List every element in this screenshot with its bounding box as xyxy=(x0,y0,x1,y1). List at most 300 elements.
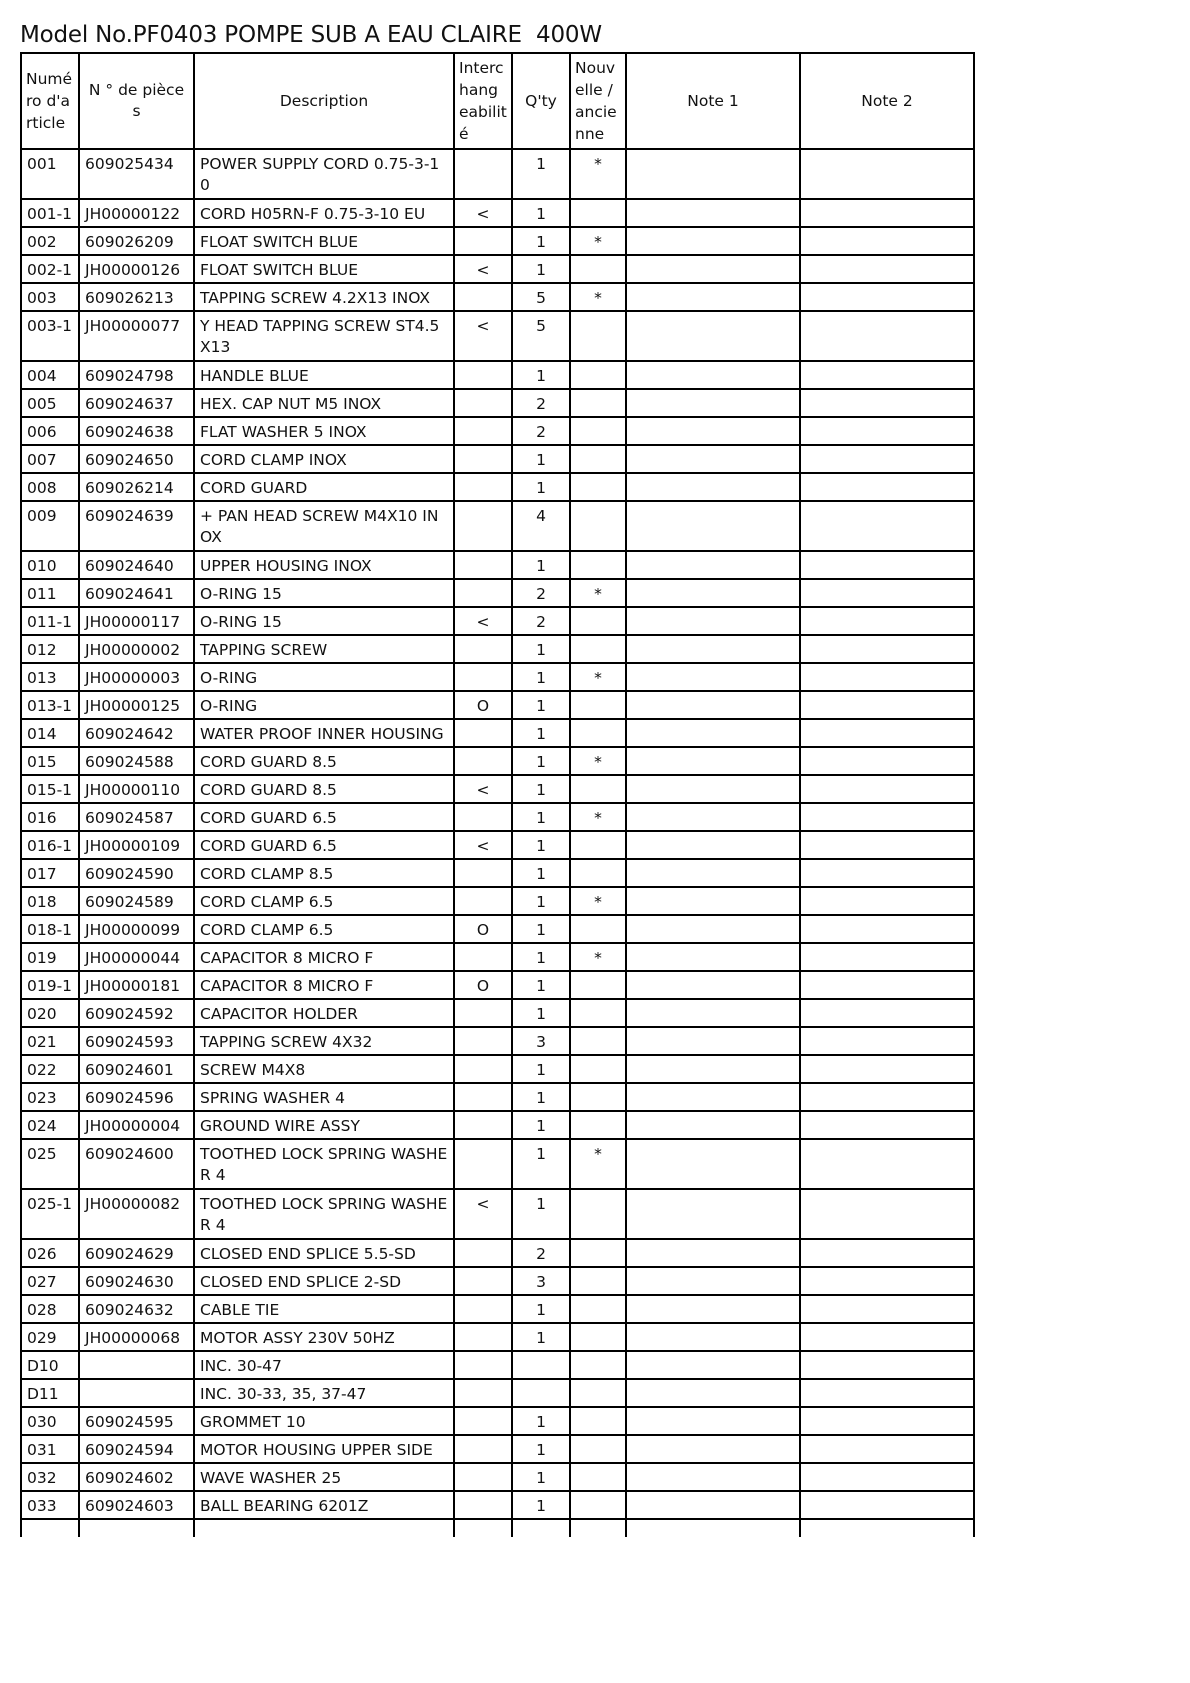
cell-description: GROMMET 10 xyxy=(194,1407,454,1435)
cell-empty xyxy=(570,1519,626,1537)
cell-item-number: 001-1 xyxy=(21,199,79,227)
cell-interchangeability xyxy=(454,417,512,445)
cell-part-number: 609024629 xyxy=(79,1239,194,1267)
cell-note-1 xyxy=(626,255,800,283)
cell-part-number: 609024630 xyxy=(79,1267,194,1295)
cell-new-old: * xyxy=(570,887,626,915)
cell-note-2 xyxy=(800,1267,974,1295)
cell-part-number: 609024596 xyxy=(79,1083,194,1111)
cell-note-2 xyxy=(800,943,974,971)
cell-note-2 xyxy=(800,1435,974,1463)
cell-item-number: 015 xyxy=(21,747,79,775)
cell-item-number: 006 xyxy=(21,417,79,445)
cell-interchangeability xyxy=(454,1323,512,1351)
cell-description: CORD GUARD 8.5 xyxy=(194,747,454,775)
table-row xyxy=(21,1267,974,1295)
cell-new-old xyxy=(570,199,626,227)
cell-interchangeability xyxy=(454,803,512,831)
cell-interchangeability: < xyxy=(454,255,512,283)
cell-note-1 xyxy=(626,1083,800,1111)
cell-quantity: 1 xyxy=(512,1435,570,1463)
cell-interchangeability xyxy=(454,149,512,199)
cell-note-1 xyxy=(626,1407,800,1435)
cell-new-old xyxy=(570,1083,626,1111)
cell-description: UPPER HOUSING INOX xyxy=(194,551,454,579)
cell-part-number: JH00000044 xyxy=(79,943,194,971)
cell-part-number: 609024590 xyxy=(79,859,194,887)
header-part-number: N ° de pièces xyxy=(79,53,194,149)
cell-quantity: 1 xyxy=(512,1491,570,1519)
cell-quantity: 2 xyxy=(512,389,570,417)
cell-new-old: * xyxy=(570,1139,626,1189)
cell-interchangeability xyxy=(454,1055,512,1083)
cell-note-1 xyxy=(626,1055,800,1083)
cell-interchangeability xyxy=(454,1139,512,1189)
cell-part-number: JH00000004 xyxy=(79,1111,194,1139)
header-interchangeability: Interchangeabilité xyxy=(454,53,512,149)
cell-note-1 xyxy=(626,831,800,859)
cell-part-number: 609024601 xyxy=(79,1055,194,1083)
cell-new-old: * xyxy=(570,943,626,971)
table-row xyxy=(21,887,974,915)
cell-note-2 xyxy=(800,635,974,663)
cell-new-old xyxy=(570,1027,626,1055)
cell-part-number: 609024602 xyxy=(79,1463,194,1491)
cell-item-number: 019-1 xyxy=(21,971,79,999)
cell-note-2 xyxy=(800,1295,974,1323)
cell-item-number: 030 xyxy=(21,1407,79,1435)
cell-interchangeability xyxy=(454,859,512,887)
cell-item-number: 002-1 xyxy=(21,255,79,283)
cell-empty xyxy=(79,1519,194,1537)
cell-quantity: 5 xyxy=(512,311,570,361)
cell-note-1 xyxy=(626,691,800,719)
cell-note-2 xyxy=(800,417,974,445)
cell-quantity: 1 xyxy=(512,1083,570,1111)
cell-interchangeability xyxy=(454,361,512,389)
table-row xyxy=(21,255,974,283)
table-row xyxy=(21,1027,974,1055)
cell-description: CABLE TIE xyxy=(194,1295,454,1323)
cell-description: FLOAT SWITCH BLUE xyxy=(194,227,454,255)
cell-new-old: * xyxy=(570,747,626,775)
cell-interchangeability xyxy=(454,473,512,501)
cell-note-1 xyxy=(626,1491,800,1519)
cell-part-number: JH00000117 xyxy=(79,607,194,635)
cell-interchangeability xyxy=(454,1083,512,1111)
cell-description: HEX. CAP NUT M5 INOX xyxy=(194,389,454,417)
cell-interchangeability xyxy=(454,389,512,417)
cell-note-2 xyxy=(800,859,974,887)
cell-note-2 xyxy=(800,1491,974,1519)
cell-new-old: * xyxy=(570,803,626,831)
table-row xyxy=(21,551,974,579)
cell-item-number: 009 xyxy=(21,501,79,551)
cell-interchangeability xyxy=(454,551,512,579)
cell-quantity: 1 xyxy=(512,719,570,747)
cell-description: SPRING WASHER 4 xyxy=(194,1083,454,1111)
table-row xyxy=(21,1083,974,1111)
cell-interchangeability xyxy=(454,1295,512,1323)
table-row xyxy=(21,1407,974,1435)
cell-new-old xyxy=(570,255,626,283)
table-row xyxy=(21,199,974,227)
cell-note-2 xyxy=(800,999,974,1027)
cell-part-number: JH00000109 xyxy=(79,831,194,859)
cell-quantity: 1 xyxy=(512,1323,570,1351)
cell-note-2 xyxy=(800,255,974,283)
cell-item-number: 023 xyxy=(21,1083,79,1111)
cell-item-number: 010 xyxy=(21,551,79,579)
cell-item-number: 016-1 xyxy=(21,831,79,859)
cell-new-old xyxy=(570,1463,626,1491)
cell-description: CAPACITOR 8 MICRO F xyxy=(194,971,454,999)
cell-item-number: 003-1 xyxy=(21,311,79,361)
cell-note-1 xyxy=(626,635,800,663)
cell-note-2 xyxy=(800,775,974,803)
cell-note-2 xyxy=(800,227,974,255)
cell-note-2 xyxy=(800,1055,974,1083)
cell-interchangeability: < xyxy=(454,607,512,635)
cell-note-1 xyxy=(626,551,800,579)
cell-part-number: 609024637 xyxy=(79,389,194,417)
cell-note-2 xyxy=(800,691,974,719)
cell-item-number: 027 xyxy=(21,1267,79,1295)
cell-quantity: 4 xyxy=(512,501,570,551)
cell-item-number: 013 xyxy=(21,663,79,691)
cell-new-old xyxy=(570,417,626,445)
cell-item-number: 025 xyxy=(21,1139,79,1189)
cell-new-old xyxy=(570,1435,626,1463)
cell-description: TAPPING SCREW 4X32 xyxy=(194,1027,454,1055)
cell-interchangeability xyxy=(454,887,512,915)
cell-new-old: * xyxy=(570,283,626,311)
cell-note-2 xyxy=(800,1407,974,1435)
cell-new-old xyxy=(570,971,626,999)
cell-note-2 xyxy=(800,199,974,227)
cell-description: GROUND WIRE ASSY xyxy=(194,1111,454,1139)
cell-note-2 xyxy=(800,149,974,199)
cell-interchangeability xyxy=(454,943,512,971)
cell-description: TOOTHED LOCK SPRING WASHER 4 xyxy=(194,1189,454,1239)
cell-description: MOTOR ASSY 230V 50HZ xyxy=(194,1323,454,1351)
cell-part-number xyxy=(79,1351,194,1379)
cell-description: CLOSED END SPLICE 2-SD xyxy=(194,1267,454,1295)
cell-description: O-RING xyxy=(194,691,454,719)
parts-table xyxy=(20,52,975,1537)
cell-description: CORD CLAMP 6.5 xyxy=(194,887,454,915)
cell-description: FLOAT SWITCH BLUE xyxy=(194,255,454,283)
cell-note-2 xyxy=(800,361,974,389)
table-row xyxy=(21,1189,974,1239)
cell-quantity xyxy=(512,1351,570,1379)
cell-quantity: 3 xyxy=(512,1027,570,1055)
table-row xyxy=(21,943,974,971)
cell-interchangeability: < xyxy=(454,831,512,859)
cell-note-1 xyxy=(626,473,800,501)
cell-item-number: 018-1 xyxy=(21,915,79,943)
cell-quantity: 1 xyxy=(512,971,570,999)
cell-description: CORD CLAMP INOX xyxy=(194,445,454,473)
cell-part-number: JH00000110 xyxy=(79,775,194,803)
cell-part-number: 609024592 xyxy=(79,999,194,1027)
cell-empty xyxy=(512,1519,570,1537)
cell-note-1 xyxy=(626,199,800,227)
cell-part-number: 609024588 xyxy=(79,747,194,775)
cell-part-number: 609026214 xyxy=(79,473,194,501)
table-row xyxy=(21,1139,974,1189)
cell-item-number: 022 xyxy=(21,1055,79,1083)
cell-description: Y HEAD TAPPING SCREW ST4.5X13 xyxy=(194,311,454,361)
header-new-old: Nouvelle / ancienne xyxy=(570,53,626,149)
cell-interchangeability xyxy=(454,1239,512,1267)
table-row xyxy=(21,1295,974,1323)
cell-note-1 xyxy=(626,1435,800,1463)
cell-part-number: JH00000126 xyxy=(79,255,194,283)
cell-quantity: 1 xyxy=(512,831,570,859)
cell-quantity: 1 xyxy=(512,149,570,199)
table-row xyxy=(21,859,974,887)
cell-empty xyxy=(800,1519,974,1537)
cell-note-1 xyxy=(626,1295,800,1323)
cell-new-old xyxy=(570,473,626,501)
table-row xyxy=(21,1463,974,1491)
cell-interchangeability xyxy=(454,1351,512,1379)
header-description: Description xyxy=(194,53,454,149)
cell-empty xyxy=(454,1519,512,1537)
cell-item-number: 004 xyxy=(21,361,79,389)
cell-quantity: 1 xyxy=(512,1111,570,1139)
cell-note-1 xyxy=(626,311,800,361)
cell-description: CORD GUARD 6.5 xyxy=(194,803,454,831)
cell-note-2 xyxy=(800,501,974,551)
cell-description: TAPPING SCREW xyxy=(194,635,454,663)
cell-note-1 xyxy=(626,747,800,775)
cell-item-number: 029 xyxy=(21,1323,79,1351)
cell-interchangeability: O xyxy=(454,691,512,719)
cell-note-2 xyxy=(800,283,974,311)
cell-quantity: 2 xyxy=(512,607,570,635)
cell-item-number: 014 xyxy=(21,719,79,747)
cell-empty xyxy=(194,1519,454,1537)
cell-interchangeability: < xyxy=(454,1189,512,1239)
cell-item-number: 024 xyxy=(21,1111,79,1139)
cell-quantity: 2 xyxy=(512,417,570,445)
cell-quantity: 1 xyxy=(512,803,570,831)
cell-note-2 xyxy=(800,579,974,607)
cell-note-1 xyxy=(626,389,800,417)
cell-note-1 xyxy=(626,1189,800,1239)
cell-note-1 xyxy=(626,227,800,255)
cell-description: CORD GUARD xyxy=(194,473,454,501)
cell-part-number: JH00000181 xyxy=(79,971,194,999)
table-row xyxy=(21,1111,974,1139)
cell-description: POWER SUPPLY CORD 0.75-3-10 xyxy=(194,149,454,199)
cell-note-2 xyxy=(800,1027,974,1055)
cell-quantity: 1 xyxy=(512,1463,570,1491)
cell-quantity: 2 xyxy=(512,579,570,607)
cell-item-number: 003 xyxy=(21,283,79,311)
cell-item-number: 001 xyxy=(21,149,79,199)
cell-description: CLOSED END SPLICE 5.5-SD xyxy=(194,1239,454,1267)
cell-interchangeability xyxy=(454,635,512,663)
cell-quantity: 5 xyxy=(512,283,570,311)
cell-note-2 xyxy=(800,473,974,501)
cell-interchangeability xyxy=(454,1027,512,1055)
cell-note-1 xyxy=(626,1139,800,1189)
cell-note-1 xyxy=(626,501,800,551)
cell-part-number: JH00000003 xyxy=(79,663,194,691)
cell-note-2 xyxy=(800,1083,974,1111)
table-row xyxy=(21,1491,974,1519)
cell-description: WATER PROOF INNER HOUSING xyxy=(194,719,454,747)
cell-item-number: 011 xyxy=(21,579,79,607)
cell-part-number: 609024798 xyxy=(79,361,194,389)
cell-item-number: 028 xyxy=(21,1295,79,1323)
document-title: Model No.PF0403 POMPE SUB A EAU CLAIRE 400W xyxy=(20,22,602,48)
cell-part-number: JH00000122 xyxy=(79,199,194,227)
table-row xyxy=(21,915,974,943)
cell-description: CAPACITOR HOLDER xyxy=(194,999,454,1027)
table-row xyxy=(21,311,974,361)
cell-note-1 xyxy=(626,607,800,635)
cell-item-number: 013-1 xyxy=(21,691,79,719)
cell-quantity: 1 xyxy=(512,1055,570,1083)
cell-note-2 xyxy=(800,831,974,859)
cell-interchangeability xyxy=(454,999,512,1027)
cell-note-2 xyxy=(800,389,974,417)
cell-part-number: JH00000068 xyxy=(79,1323,194,1351)
cell-item-number: 002 xyxy=(21,227,79,255)
table-row xyxy=(21,999,974,1027)
cell-note-1 xyxy=(626,1323,800,1351)
cell-new-old xyxy=(570,1267,626,1295)
cell-quantity: 1 xyxy=(512,663,570,691)
cell-item-number: 021 xyxy=(21,1027,79,1055)
cell-note-2 xyxy=(800,663,974,691)
cell-note-2 xyxy=(800,915,974,943)
cell-note-1 xyxy=(626,1351,800,1379)
cell-interchangeability: O xyxy=(454,915,512,943)
cell-new-old xyxy=(570,1379,626,1407)
cell-part-number: JH00000002 xyxy=(79,635,194,663)
table-row xyxy=(21,635,974,663)
cell-description: TOOTHED LOCK SPRING WASHER 4 xyxy=(194,1139,454,1189)
cell-new-old: * xyxy=(570,227,626,255)
cell-description: O-RING xyxy=(194,663,454,691)
cell-item-number: 011-1 xyxy=(21,607,79,635)
cell-note-1 xyxy=(626,445,800,473)
cell-note-1 xyxy=(626,803,800,831)
cell-item-number: 005 xyxy=(21,389,79,417)
cell-quantity: 1 xyxy=(512,775,570,803)
table-row xyxy=(21,283,974,311)
cell-note-2 xyxy=(800,311,974,361)
cell-note-1 xyxy=(626,417,800,445)
cell-description: CORD GUARD 8.5 xyxy=(194,775,454,803)
cell-new-old xyxy=(570,1111,626,1139)
cell-note-1 xyxy=(626,971,800,999)
table-row xyxy=(21,579,974,607)
cell-note-2 xyxy=(800,971,974,999)
cell-quantity: 1 xyxy=(512,1295,570,1323)
cell-description: O-RING 15 xyxy=(194,607,454,635)
table-row xyxy=(21,1351,974,1379)
table-row xyxy=(21,501,974,551)
cell-quantity: 1 xyxy=(512,999,570,1027)
cell-quantity: 2 xyxy=(512,1239,570,1267)
cell-description: WAVE WASHER 25 xyxy=(194,1463,454,1491)
cell-description: FLAT WASHER 5 INOX xyxy=(194,417,454,445)
cell-new-old xyxy=(570,607,626,635)
cell-new-old xyxy=(570,501,626,551)
cell-part-number: 609024595 xyxy=(79,1407,194,1435)
table-row xyxy=(21,1435,974,1463)
table-row xyxy=(21,719,974,747)
cell-description: BALL BEARING 6201Z xyxy=(194,1491,454,1519)
cell-part-number: 609024587 xyxy=(79,803,194,831)
cell-empty xyxy=(21,1519,79,1537)
cell-interchangeability xyxy=(454,663,512,691)
table-row xyxy=(21,691,974,719)
cell-description: + PAN HEAD SCREW M4X10 INOX xyxy=(194,501,454,551)
table-row xyxy=(21,971,974,999)
parts-table-body xyxy=(21,149,974,1537)
cell-new-old xyxy=(570,445,626,473)
cell-note-1 xyxy=(626,1463,800,1491)
cell-interchangeability: < xyxy=(454,199,512,227)
cell-description: TAPPING SCREW 4.2X13 INOX xyxy=(194,283,454,311)
cell-item-number: 026 xyxy=(21,1239,79,1267)
table-row xyxy=(21,389,974,417)
cell-interchangeability xyxy=(454,1379,512,1407)
table-row xyxy=(21,803,974,831)
cell-interchangeability xyxy=(454,1463,512,1491)
cell-part-number: 609024638 xyxy=(79,417,194,445)
cell-quantity: 1 xyxy=(512,1139,570,1189)
cell-note-2 xyxy=(800,607,974,635)
table-row xyxy=(21,1055,974,1083)
table-row xyxy=(21,227,974,255)
cell-description: INC. 30-47 xyxy=(194,1351,454,1379)
cell-new-old xyxy=(570,915,626,943)
cell-note-1 xyxy=(626,663,800,691)
cell-description: CORD CLAMP 8.5 xyxy=(194,859,454,887)
cell-part-number: JH00000082 xyxy=(79,1189,194,1239)
cell-new-old xyxy=(570,311,626,361)
cell-interchangeability xyxy=(454,283,512,311)
cell-note-2 xyxy=(800,445,974,473)
cell-item-number: D10 xyxy=(21,1351,79,1379)
cell-quantity: 1 xyxy=(512,635,570,663)
cell-note-2 xyxy=(800,887,974,915)
table-row-partial xyxy=(21,1519,974,1537)
cell-description: CORD GUARD 6.5 xyxy=(194,831,454,859)
cell-note-1 xyxy=(626,283,800,311)
cell-new-old xyxy=(570,859,626,887)
cell-interchangeability xyxy=(454,1267,512,1295)
cell-item-number: 020 xyxy=(21,999,79,1027)
table-row xyxy=(21,417,974,445)
cell-quantity: 1 xyxy=(512,943,570,971)
cell-quantity xyxy=(512,1379,570,1407)
cell-new-old xyxy=(570,551,626,579)
cell-note-1 xyxy=(626,579,800,607)
cell-note-2 xyxy=(800,1323,974,1351)
cell-new-old: * xyxy=(570,579,626,607)
cell-interchangeability xyxy=(454,501,512,551)
header-quantity: Q'ty xyxy=(512,53,570,149)
